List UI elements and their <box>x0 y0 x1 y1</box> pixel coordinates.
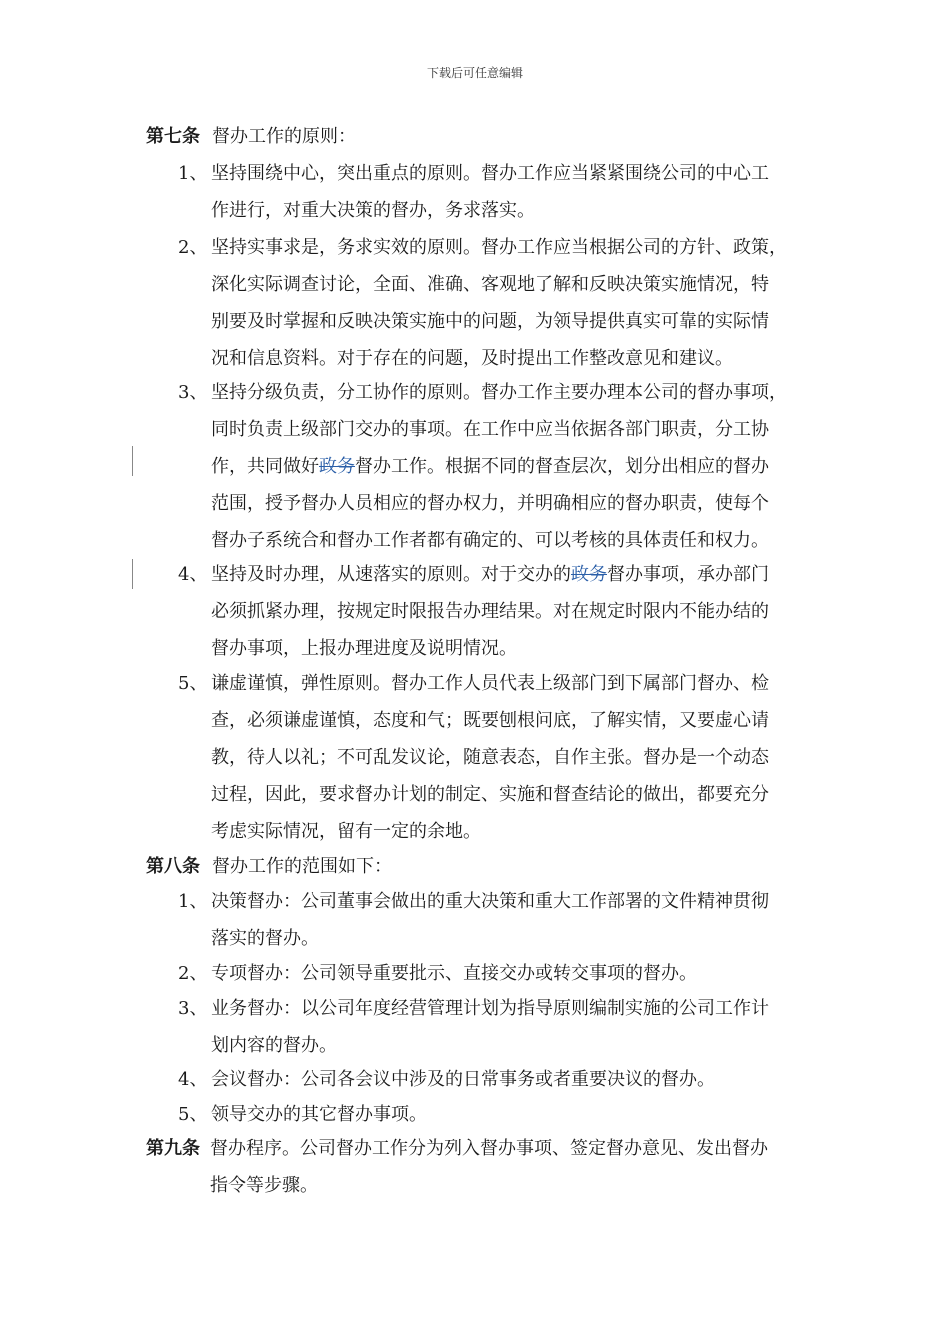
item-number: 3、 <box>178 998 208 1019</box>
item-line: 过程，因此，要求督办计划的制定、实施和督查结论的做出，都要充分 <box>211 784 769 805</box>
item-number: 1、 <box>178 891 208 912</box>
item-line: 教，待人以礼；不可乱发议论，随意表态，自作主张。督办是一个动态 <box>211 747 769 768</box>
item-number: 5、 <box>178 1104 208 1125</box>
item-text <box>207 556 812 667</box>
item-number: 1、 <box>178 163 208 184</box>
item-text <box>207 665 812 850</box>
item-line: 考虑实际情况，留有一定的余地。 <box>211 821 481 842</box>
item-line: 况和信息资料。对于存在的问题，及时提出工作整改意见和建议。 <box>211 348 733 369</box>
item-line-with-revision <box>207 448 812 485</box>
item-line: 谦虚谨慎，弹性原则。督办工作人员代表上级部门到下属部门督办、检 <box>211 673 769 694</box>
text-segment: 督办工作。根据不同的督查层次，划分出相应的督办 <box>355 456 769 477</box>
item-line: 督办程序。公司督办工作分为列入督办事项、签定督办意见、发出督办 <box>210 1138 768 1159</box>
item-line: 深化实际调查讨论，全面、准确、客观地了解和反映决策实施情况，特 <box>211 274 769 295</box>
item-line: 同时负责上级部门交办的事项。在工作中应当依据各部门职责，分工协 <box>211 419 769 440</box>
text-segment: 坚持及时办理，从速落实的原则。对于交办的 <box>211 564 571 585</box>
item-line: 划内容的督办。 <box>211 1035 337 1056</box>
item-line: 必须抓紧办理，按规定时限报告办理结果。对在规定时限内不能办结的 <box>211 601 769 622</box>
item-line: 督办子系统合和督办工作者都有确定的、可以考核的具体责任和权力。 <box>211 530 769 551</box>
article-9-label: 第九条 <box>146 1138 200 1159</box>
item-line: 别要及时掌握和反映决策实施中的问题，为领导提供真实可靠的实际情 <box>211 311 769 332</box>
article-8-heading <box>146 848 392 885</box>
article-8-title: 督办工作的范围如下： <box>212 856 392 877</box>
item-line: 领导交办的其它督办事项。 <box>211 1104 427 1125</box>
deleted-text: 政务 <box>319 456 355 477</box>
item-number: 4、 <box>178 1069 208 1090</box>
text-segment: 督办事项，承办部门 <box>607 564 769 585</box>
item-line: 会议督办：公司各会议中涉及的日常事务或者重要决议的督办。 <box>211 1069 715 1090</box>
item-text <box>207 990 812 1064</box>
item-number: 3、 <box>178 382 208 403</box>
article-7-title: 督办工作的原则： <box>212 126 356 147</box>
item-text <box>207 374 812 559</box>
item-line: 范围，授予督办人员相应的督办权力，并明确相应的督办职责，使每个 <box>211 493 769 514</box>
text-segment: 作，共同做好 <box>211 456 319 477</box>
item-line: 坚持分级负责，分工协作的原则。督办工作主要办理本公司的督办事项， <box>211 382 787 403</box>
item-line: 督办事项，上报办理进度及说明情况。 <box>211 638 517 659</box>
item-line: 指令等步骤。 <box>210 1175 318 1196</box>
item-text <box>207 955 812 992</box>
item-text <box>207 883 812 957</box>
article-9-text <box>210 1130 810 1204</box>
deleted-text: 政务 <box>571 564 607 585</box>
item-text <box>207 1096 812 1133</box>
article-9-heading <box>146 1130 212 1167</box>
revision-bar <box>132 559 133 589</box>
item-line: 查，必须谦虚谨慎，态度和气；既要刨根问底，了解实情，又要虚心请 <box>211 710 769 731</box>
item-line: 作进行，对重大决策的督办，务求落实。 <box>211 200 535 221</box>
item-text <box>207 229 812 377</box>
item-line: 落实的督办。 <box>211 928 319 949</box>
item-line: 专项督办：公司领导重要批示、直接交办或转交事项的督办。 <box>211 963 697 984</box>
item-number: 2、 <box>178 963 208 984</box>
revision-bar <box>132 446 133 476</box>
item-line-with-revision <box>207 556 812 593</box>
page-header: 下载后可任意编辑 <box>426 66 523 80</box>
article-8-label: 第八条 <box>146 856 200 877</box>
article-7-label: 第七条 <box>146 126 200 147</box>
item-number: 5、 <box>178 673 208 694</box>
item-line: 业务督办：以公司年度经营管理计划为指导原则编制实施的公司工作计 <box>211 998 769 1019</box>
item-line: 坚持实事求是，务求实效的原则。督办工作应当根据公司的方针、政策， <box>211 237 787 258</box>
article-7-heading <box>146 118 356 155</box>
item-text <box>207 155 812 229</box>
item-text <box>207 1061 812 1098</box>
item-line: 决策督办：公司董事会做出的重大决策和重大工作部署的文件精神贯彻 <box>211 891 769 912</box>
item-number: 4、 <box>178 564 208 585</box>
item-number: 2、 <box>178 237 208 258</box>
item-line: 坚持围绕中心，突出重点的原则。督办工作应当紧紧围绕公司的中心工 <box>211 163 769 184</box>
